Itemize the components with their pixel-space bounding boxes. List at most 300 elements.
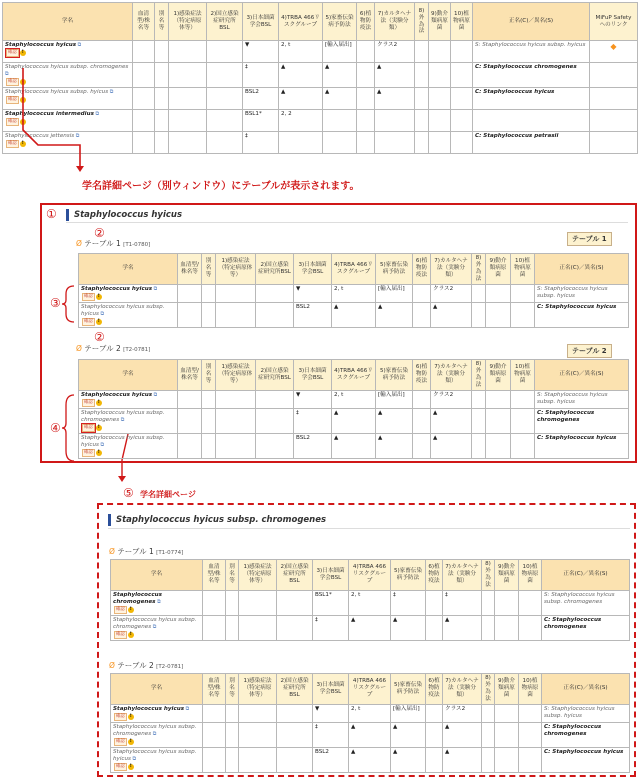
cell-livestock-law: [輸入届出] xyxy=(376,284,413,302)
confirm-badge[interactable]: 確認 xyxy=(116,763,125,769)
col-header-plant-pathogen: 10)植物病原菌 xyxy=(451,3,473,41)
cell-trba: 2, t xyxy=(279,41,323,63)
exclamation-icon: ! xyxy=(129,738,132,744)
cell-infection-law xyxy=(169,41,207,63)
cell-species-name xyxy=(79,433,178,458)
page2-title: Staphylococcus hyicus subsp. chromogenes xyxy=(108,514,628,526)
col-header-jsb-bsl: 3)日本細菌学会BSL xyxy=(294,254,332,285)
cell-correct-name: C: Staphylococcus chromogenes xyxy=(535,408,629,433)
marker-1: ① xyxy=(46,207,57,221)
col-header-alias: 別名等 xyxy=(226,674,239,705)
cell-cartagena: ▲ xyxy=(443,722,482,747)
cell-jsb-bsl: ▼ xyxy=(294,390,332,408)
cell-serotype xyxy=(203,722,226,747)
table-row xyxy=(3,63,638,88)
cell-correct-name: C: Staphylococcus hyicus xyxy=(473,87,590,109)
cell-niid-bsl xyxy=(207,87,243,109)
cell-plant-law xyxy=(413,302,431,327)
cell-fish-pathogen xyxy=(495,590,519,615)
cell-trba: 2, t xyxy=(349,590,391,615)
cell-fish-pathogen xyxy=(495,615,519,640)
cell-infection-law xyxy=(239,615,277,640)
col-header-plant-pathogen: 10)植物病原菌 xyxy=(519,674,542,705)
cell-cartagena: クラス2 xyxy=(431,284,472,302)
cell-livestock-law: ▲ xyxy=(376,433,413,458)
col-header-infection-law: 1)感染症法（特定病原体等） xyxy=(239,674,277,705)
cell-serotype xyxy=(203,590,226,615)
col-header-plant-pathogen: 10)植物病原菌 xyxy=(511,254,535,285)
col-header-name: 学名 xyxy=(3,3,133,41)
cell-cartagena: クラス2 xyxy=(431,390,472,408)
col-header-serotype: 血清型/株名等 xyxy=(133,3,155,41)
col-header-plant-law: 6)植物防疫法 xyxy=(357,3,375,41)
table-row xyxy=(3,109,638,131)
species-name-link[interactable]: Staphylococcus hyicus xyxy=(5,42,77,48)
cell-forex xyxy=(472,408,486,433)
marker-5: ⑤ xyxy=(123,486,134,500)
cell-cartagena: ▲ xyxy=(375,63,415,88)
cell-trba: ▲ xyxy=(279,87,323,109)
confirm-badge[interactable]: 確認 xyxy=(84,449,93,455)
species-name-link[interactable]: Staphylococcus hyicus subsp. hyicus xyxy=(5,88,109,95)
cell-forex xyxy=(472,302,486,327)
table-row xyxy=(79,390,629,408)
external-link-icon[interactable]: ⧉ xyxy=(119,416,125,423)
cell-species-name xyxy=(79,302,178,327)
col-header-trba: 4)TRBA 466リスクグループ xyxy=(349,674,391,705)
cell-serotype xyxy=(203,615,226,640)
table-row xyxy=(79,284,629,302)
external-link-icon[interactable]: ⧉ xyxy=(108,88,114,95)
cell-niid-bsl xyxy=(256,284,294,302)
cell-plant-pathogen xyxy=(519,704,542,722)
cell-livestock-law: ▲ xyxy=(391,615,426,640)
cell-niid-bsl xyxy=(207,131,243,153)
table-row xyxy=(3,131,638,153)
cell-serotype xyxy=(133,109,155,131)
col-header-infection-law: 1)感染症法（特定病原体等） xyxy=(216,360,256,391)
confirm-badge[interactable]: 確認 xyxy=(84,293,93,299)
cell-cartagena: ▲ xyxy=(443,747,482,772)
species-name-link[interactable]: Staphylococcus hyicus subsp. chromogenes xyxy=(113,723,197,737)
col-header-cartagena: 7)カルタヘナ法（実験分類） xyxy=(443,560,482,591)
confirm-badge[interactable]: 確認 xyxy=(84,318,93,324)
cell-cartagena: ▲ xyxy=(375,87,415,109)
exclamation-icon: ! xyxy=(97,449,100,455)
cell-species-name xyxy=(79,284,178,302)
col-header-livestock-law: 5)家畜伝染病予防法 xyxy=(391,560,426,591)
confirm-badge[interactable]: 確認 xyxy=(84,424,93,430)
cell-species-name xyxy=(3,87,133,109)
exclamation-icon: ! xyxy=(21,49,24,55)
col-header-niid-bsl: 2)国立感染症研究所BSL xyxy=(256,360,294,391)
species-name-link[interactable]: Staphylococcus intermedius xyxy=(5,110,94,117)
species-name-link[interactable]: Staphylococcus hyicus subsp. hyicus xyxy=(81,303,165,317)
cell-infection-law xyxy=(216,284,256,302)
cell-forex xyxy=(415,87,429,109)
cell-fish-pathogen xyxy=(486,284,511,302)
cell-trba xyxy=(279,131,323,153)
cell-fish-pathogen xyxy=(495,747,519,772)
page2-label: 学名詳細ページ xyxy=(140,490,196,499)
cell-jsb-bsl: ▼ xyxy=(243,41,279,63)
cell-cartagena: クラス2 xyxy=(443,704,482,722)
cell-fish-pathogen xyxy=(486,390,511,408)
confirm-badge[interactable]: 確認 xyxy=(116,738,125,744)
cell-jsb-bsl: ▼ xyxy=(294,284,332,302)
cell-infection-law xyxy=(239,590,277,615)
caption-text: 学名詳細ページ（別ウィンドウ）にテーブルが表示されます。 xyxy=(82,181,360,192)
cell-niid-bsl xyxy=(277,615,313,640)
marker-3: ③ xyxy=(50,296,61,310)
cell-plant-law xyxy=(413,433,431,458)
cell-serotype xyxy=(203,747,226,772)
page1-table2-wrap xyxy=(78,359,628,459)
cell-alias xyxy=(226,590,239,615)
cell-trba: 2, t xyxy=(332,390,376,408)
table-row xyxy=(111,590,630,615)
external-link-icon[interactable]: ⧉ xyxy=(76,42,82,48)
bubble-table1: テーブル 1 xyxy=(567,232,612,246)
cell-fish-pathogen xyxy=(495,704,519,722)
cell-livestock-law: [輸入届出] xyxy=(376,390,413,408)
cell-niid-bsl xyxy=(277,747,313,772)
cell-alias xyxy=(226,722,239,747)
table-row xyxy=(3,87,638,109)
top-table-container xyxy=(2,2,637,154)
cell-infection-law xyxy=(216,390,256,408)
col-header-fish-pathogen: 9)動介類病原菌 xyxy=(495,560,519,591)
cell-jsb-bsl: BSL2 xyxy=(243,87,279,109)
cell-infection-law xyxy=(216,408,256,433)
cell-niid-bsl xyxy=(256,302,294,327)
col-header-fish-pathogen: 9)動介類病原菌 xyxy=(486,360,511,391)
cell-mifup xyxy=(590,131,638,153)
cell-forex xyxy=(482,722,495,747)
cell-serotype xyxy=(178,390,202,408)
cell-infection-law xyxy=(169,109,207,131)
cell-alias xyxy=(202,284,216,302)
cell-trba: ▲ xyxy=(279,63,323,88)
cell-species-name xyxy=(79,408,178,433)
cell-plant-pathogen xyxy=(451,63,473,88)
cell-livestock-law: [輸入届出] xyxy=(391,704,426,722)
cell-correct-name: C: Staphylococcus hyicus xyxy=(535,433,629,458)
species-name-link[interactable]: Staphylococcus hyicus subsp. hyicus xyxy=(81,434,165,448)
col-header-correct-name: 正名(C)／異名(S) xyxy=(542,674,630,705)
col-header-name: 学名 xyxy=(79,360,178,391)
col-header-plant-pathogen: 10)植物病原菌 xyxy=(511,360,535,391)
col-header-trba: 4)TRBA 466リスクグループ xyxy=(279,3,323,41)
cell-fish-pathogen xyxy=(429,109,451,131)
cell-jsb-bsl: ‡ xyxy=(313,615,349,640)
cell-trba: 2, t xyxy=(332,284,376,302)
species-name-link[interactable]: Staphylococcus hyicus xyxy=(81,391,153,398)
col-header-cartagena: 7)カルタヘナ法（実験分類） xyxy=(443,674,482,705)
species-name-link[interactable]: Staphylococcus hyicus xyxy=(113,705,185,712)
table-icon: Ø xyxy=(76,239,82,248)
col-header-niid-bsl: 2)国立感染症研究所BSL xyxy=(207,3,243,41)
table-icon: Ø xyxy=(109,661,115,670)
cell-jsb-bsl: ‡ xyxy=(243,63,279,88)
cell-plant-law xyxy=(426,722,443,747)
species-name-link[interactable]: Staphylococcus chromogenes xyxy=(113,591,162,605)
cell-cartagena: ‡ xyxy=(443,590,482,615)
table2-label: テーブル 2 xyxy=(84,344,121,353)
cell-mifup xyxy=(590,87,638,109)
table2-id: [T2-0781] xyxy=(123,347,151,353)
cell-niid-bsl xyxy=(207,63,243,88)
cell-correct-name: C: Staphylococcus chromogenes xyxy=(542,722,630,747)
exclamation-icon: ! xyxy=(129,763,132,769)
external-link-icon[interactable]: ⧉ xyxy=(74,132,80,139)
cell-plant-pathogen xyxy=(519,590,542,615)
cell-alias xyxy=(202,390,216,408)
col-header-plant-law: 6)植物防疫法 xyxy=(413,254,431,285)
col-header-infection-law: 1)感染症法（特定病原体等） xyxy=(169,3,207,41)
cell-forex xyxy=(415,131,429,153)
cell-species-name xyxy=(3,63,133,88)
col-header-niid-bsl: 2)国立感染症研究所BSL xyxy=(277,560,313,591)
col-header-correct-name: 正名(C)／異名(S) xyxy=(535,254,629,285)
cell-forex xyxy=(472,433,486,458)
col-header-jsb-bsl: 3)日本細菌学会BSL xyxy=(294,360,332,391)
cell-forex xyxy=(415,109,429,131)
cell-infection-law xyxy=(239,747,277,772)
col-header-cartagena: 7)カルタヘナ法（実験分類） xyxy=(431,360,472,391)
cell-infection-law xyxy=(216,433,256,458)
col-header-alias: 別名等 xyxy=(226,560,239,591)
cell-plant-pathogen xyxy=(451,109,473,131)
main-results-table xyxy=(2,2,638,154)
cell-fish-pathogen xyxy=(486,433,511,458)
cell-niid-bsl xyxy=(277,590,313,615)
col-header-forex: 8)外為法 xyxy=(472,254,486,285)
exclamation-icon: ! xyxy=(21,140,24,146)
cell-infection-law xyxy=(169,87,207,109)
external-link-icon[interactable]: ⧉ xyxy=(184,705,190,712)
cell-correct-name: C: Staphylococcus petrasii xyxy=(473,131,590,153)
cell-alias xyxy=(155,63,169,88)
confirm-badge[interactable]: 確認 xyxy=(8,49,17,55)
bubble-table2: テーブル 2 xyxy=(567,344,612,358)
col-header-serotype: 血清型/株名等 xyxy=(178,360,202,391)
cell-fish-pathogen xyxy=(429,41,451,63)
col-header-jsb-bsl: 3)日本細菌学会BSL xyxy=(243,3,279,41)
marker-2b: ② xyxy=(94,330,105,344)
page1-table2-heading xyxy=(76,343,150,354)
external-link-icon[interactable]: ⧉ xyxy=(98,310,105,317)
marker-4: ④ xyxy=(50,421,61,435)
marker-2a: ② xyxy=(94,226,105,240)
table-icon: Ø xyxy=(109,547,115,556)
cell-alias xyxy=(226,747,239,772)
cell-alias xyxy=(202,408,216,433)
cell-plant-pathogen xyxy=(519,722,542,747)
external-link-icon[interactable]: ⧉ xyxy=(98,441,105,448)
cell-species-name xyxy=(79,390,178,408)
cell-alias xyxy=(155,131,169,153)
confirm-badge[interactable]: 確認 xyxy=(116,713,125,719)
exclamation-icon: ! xyxy=(21,118,24,124)
cell-plant-law xyxy=(357,87,375,109)
col-header-correct-name: 正名(C)／異名(S) xyxy=(542,560,630,591)
confirm-badge[interactable]: 確認 xyxy=(8,140,17,146)
external-link-icon[interactable]: ⧉ xyxy=(152,285,158,292)
species-name-link[interactable]: Staphylococcus jettensis xyxy=(5,132,75,139)
table1-label: テーブル 1 xyxy=(84,239,121,248)
col-header-livestock-law: 5)家畜伝染病予防法 xyxy=(376,254,413,285)
table1-id: [T1-0780] xyxy=(123,242,151,248)
cell-niid-bsl xyxy=(256,408,294,433)
cell-alias xyxy=(155,109,169,131)
species-name-link[interactable]: Staphylococcus hyicus subsp. chromogenes xyxy=(5,64,129,70)
species-name-link[interactable]: Staphylococcus hyicus subsp. chromogenes xyxy=(113,616,197,630)
cell-correct-name: C: Staphylococcus hyicus xyxy=(542,747,630,772)
confirm-badge[interactable]: 確認 xyxy=(116,606,125,612)
cell-alias xyxy=(226,615,239,640)
cell-serotype xyxy=(133,63,155,88)
cell-plant-pathogen xyxy=(511,408,535,433)
page2-table2 xyxy=(110,673,630,773)
exclamation-icon: ! xyxy=(97,293,100,299)
col-header-niid-bsl: 2)国立感染症研究所BSL xyxy=(256,254,294,285)
cell-species-name xyxy=(111,590,203,615)
cell-jsb-bsl: BSL2 xyxy=(294,302,332,327)
col-header-cartagena: 7)カルタヘナ法（実験分類） xyxy=(431,254,472,285)
external-link-icon[interactable]: ⧉ xyxy=(155,598,161,605)
cell-correct-name: S: Staphylococcus hyicus subsp. hyicus xyxy=(473,41,590,63)
cell-species-name xyxy=(3,41,133,63)
page1-table1-heading xyxy=(76,238,150,249)
mifup-link-icon[interactable]: ◆ xyxy=(610,42,617,51)
cell-plant-pathogen xyxy=(511,284,535,302)
cell-livestock-law: ▲ xyxy=(376,408,413,433)
col-header-plant-pathogen: 10)植物病原菌 xyxy=(519,560,542,591)
cell-mifup xyxy=(590,109,638,131)
external-link-icon[interactable]: ⧉ xyxy=(151,730,157,737)
table-row xyxy=(79,408,629,433)
col-header-fish-pathogen: 9)動介類病原菌 xyxy=(486,254,511,285)
col-header-plant-law: 6)植物防疫法 xyxy=(426,560,443,591)
species-name-link[interactable]: Staphylococcus hyicus subsp. chromogenes xyxy=(81,409,165,423)
cell-livestock-law: ▲ xyxy=(376,302,413,327)
cell-alias xyxy=(155,87,169,109)
species-name-link[interactable]: Staphylococcus hyicus subsp. hyicus xyxy=(113,748,197,762)
confirm-badge[interactable]: 確認 xyxy=(8,96,17,102)
cell-plant-law xyxy=(357,109,375,131)
cell-niid-bsl xyxy=(207,41,243,63)
table-row xyxy=(111,747,630,772)
cell-serotype xyxy=(133,87,155,109)
col-header-livestock-law: 5)家畜伝染病予防法 xyxy=(376,360,413,391)
cell-cartagena xyxy=(375,131,415,153)
cell-livestock-law: ▲ xyxy=(323,63,357,88)
exclamation-icon: ! xyxy=(21,78,24,84)
cell-trba: 2, 2 xyxy=(279,109,323,131)
table-row xyxy=(79,302,629,327)
cell-plant-law xyxy=(426,747,443,772)
cell-forex xyxy=(482,615,495,640)
external-link-icon[interactable]: ⧉ xyxy=(93,110,100,117)
exclamation-icon: ! xyxy=(97,399,100,405)
page2-table1-wrap xyxy=(110,559,629,641)
confirm-badge[interactable]: 確認 xyxy=(8,78,17,84)
exclamation-icon: ! xyxy=(97,318,100,324)
cell-forex xyxy=(482,590,495,615)
cell-livestock-law: ‡ xyxy=(391,590,426,615)
page2-table1-heading: Ø テーブル 1 [T1-0774] xyxy=(109,547,184,556)
col-header-trba: 4)TRBA 466リスクグループ xyxy=(332,254,376,285)
cell-alias xyxy=(226,704,239,722)
external-link-icon[interactable]: ⧉ xyxy=(151,623,157,630)
cell-niid-bsl xyxy=(277,722,313,747)
cell-plant-pathogen xyxy=(451,131,473,153)
cell-trba: ▲ xyxy=(349,615,391,640)
cell-species-name xyxy=(3,109,133,131)
confirm-badge[interactable]: 確認 xyxy=(116,631,125,637)
col-header-forex: 8)外為法 xyxy=(482,560,495,591)
col-header-livestock-law: 5)家畜伝染病予防法 xyxy=(323,3,357,41)
col-header-forex: 8)外為法 xyxy=(472,360,486,391)
cell-alias xyxy=(202,302,216,327)
table-row xyxy=(3,41,638,63)
col-header-infection-law: 1)感染症法（特定病原体等） xyxy=(239,560,277,591)
cell-infection-law xyxy=(239,704,277,722)
cell-plant-pathogen xyxy=(511,433,535,458)
col-header-alias: 別名等 xyxy=(202,360,216,391)
cell-livestock-law: ▲ xyxy=(323,87,357,109)
cell-correct-name: S: Staphylococcus hyicus subsp. chromogenes xyxy=(542,590,630,615)
cell-alias xyxy=(155,41,169,63)
cell-correct-name: C: Staphylococcus hyicus xyxy=(535,302,629,327)
external-link-icon[interactable]: ⧉ xyxy=(130,755,137,762)
exclamation-icon: ! xyxy=(129,606,132,612)
cell-cartagena: ▲ xyxy=(443,615,482,640)
cell-alias xyxy=(202,433,216,458)
col-header-livestock-law: 5)家畜伝染病予防法 xyxy=(391,674,426,705)
table-row xyxy=(111,704,630,722)
col-header-niid-bsl: 2)国立感染症研究所BSL xyxy=(277,674,313,705)
col-header-serotype: 血清型/株名等 xyxy=(203,560,226,591)
col-header-alias: 別名等 xyxy=(202,254,216,285)
cell-correct-name: S: Staphylococcus hyicus subsp. hyicus xyxy=(535,284,629,302)
cell-fish-pathogen xyxy=(495,722,519,747)
cell-plant-law xyxy=(413,390,431,408)
cell-fish-pathogen xyxy=(429,131,451,153)
cell-niid-bsl xyxy=(207,109,243,131)
page1-table1-wrap xyxy=(78,253,628,328)
external-link-icon[interactable]: ⧉ xyxy=(152,391,158,398)
species-name-link[interactable]: Staphylococcus hyicus xyxy=(81,285,153,292)
col-header-trba: 4)TRBA 466リスクグループ xyxy=(349,560,391,591)
cell-trba: ▲ xyxy=(349,722,391,747)
cell-correct-name xyxy=(473,109,590,131)
exclamation-icon: ! xyxy=(97,424,100,430)
cell-cartagena: ▲ xyxy=(431,408,472,433)
cell-livestock-law: ▲ xyxy=(391,722,426,747)
cell-serotype xyxy=(178,284,202,302)
cell-cartagena: ▲ xyxy=(431,302,472,327)
page2-table2-wrap xyxy=(110,673,629,773)
cell-plant-pathogen xyxy=(511,302,535,327)
cell-infection-law xyxy=(169,131,207,153)
confirm-badge[interactable]: 確認 xyxy=(84,399,93,405)
confirm-badge[interactable]: 確認 xyxy=(8,118,17,124)
external-link-icon[interactable]: ⧉ xyxy=(5,70,9,77)
col-header-serotype: 血清型/株名等 xyxy=(178,254,202,285)
cell-species-name xyxy=(3,131,133,153)
